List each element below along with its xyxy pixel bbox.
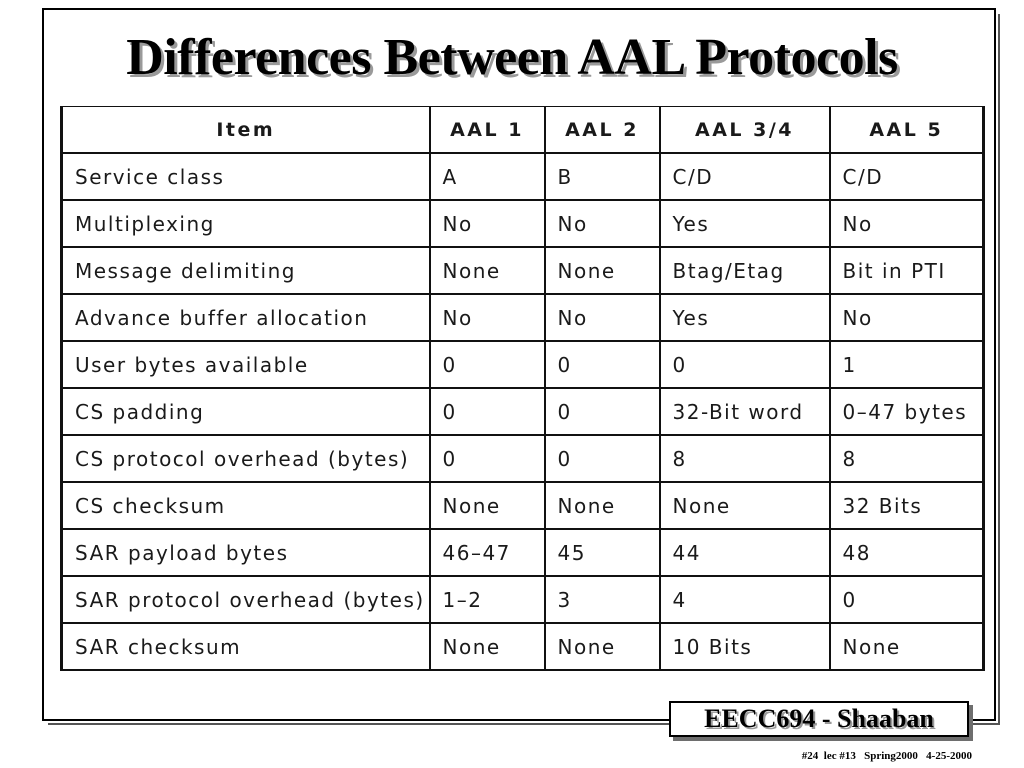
- table-cell-item: Message delimiting: [62, 247, 430, 294]
- table-cell-aal2: 0: [545, 388, 660, 435]
- table-cell-aal5: None: [830, 623, 984, 670]
- table-cell-item: CS padding: [62, 388, 430, 435]
- table-cell-aal1: 0: [430, 388, 545, 435]
- table-cell-aal2: 0: [545, 341, 660, 388]
- table-cell-item: CS checksum: [62, 482, 430, 529]
- table-cell-aal1: 46–47: [430, 529, 545, 576]
- table-cell-aal1: 0: [430, 341, 545, 388]
- table-row: [62, 482, 984, 529]
- table-cell-aal2: 3: [545, 576, 660, 623]
- table-row: [62, 294, 984, 341]
- table-cell-aal34: C/D: [660, 153, 830, 200]
- table-cell-aal34: None: [660, 482, 830, 529]
- table-cell-aal2: B: [545, 153, 660, 200]
- table-cell-aal34: Yes: [660, 200, 830, 247]
- table-body: [62, 153, 984, 670]
- column-header-item: Item: [62, 107, 430, 154]
- table-row: [62, 435, 984, 482]
- table-cell-aal5: C/D: [830, 153, 984, 200]
- table-cell-item: Service class: [62, 153, 430, 200]
- table-cell-aal1: None: [430, 482, 545, 529]
- table-cell-aal5: 0: [830, 576, 984, 623]
- table-header-row: [62, 107, 984, 154]
- table-cell-aal2: 45: [545, 529, 660, 576]
- table-cell-aal5: 8: [830, 435, 984, 482]
- table-cell-aal34: 0: [660, 341, 830, 388]
- comparison-table-container: [60, 106, 982, 671]
- table-cell-aal5: No: [830, 294, 984, 341]
- table-cell-aal1: A: [430, 153, 545, 200]
- table-cell-aal5: 0–47 bytes: [830, 388, 984, 435]
- table-cell-aal1: None: [430, 247, 545, 294]
- table-cell-aal1: 1–2: [430, 576, 545, 623]
- table-cell-item: SAR protocol overhead (bytes): [62, 576, 430, 623]
- table-row: [62, 341, 984, 388]
- column-header-aal34: AAL 3/4: [660, 107, 830, 154]
- table-cell-aal2: No: [545, 200, 660, 247]
- table-cell-item: CS protocol overhead (bytes): [62, 435, 430, 482]
- table-row: [62, 388, 984, 435]
- table-row: [62, 623, 984, 670]
- table-cell-item: SAR checksum: [62, 623, 430, 670]
- table-row: [62, 529, 984, 576]
- table-cell-aal2: No: [545, 294, 660, 341]
- table-cell-aal34: 32-Bit word: [660, 388, 830, 435]
- column-header-aal1: AAL 1: [430, 107, 545, 154]
- column-header-aal5: AAL 5: [830, 107, 984, 154]
- table-row: [62, 576, 984, 623]
- table-row: [62, 247, 984, 294]
- table-cell-aal5: 48: [830, 529, 984, 576]
- table-cell-aal5: 32 Bits: [830, 482, 984, 529]
- table-cell-item: Advance buffer allocation: [62, 294, 430, 341]
- table-cell-aal5: No: [830, 200, 984, 247]
- table-row: [62, 153, 984, 200]
- column-header-aal2: AAL 2: [545, 107, 660, 154]
- table-cell-aal2: None: [545, 247, 660, 294]
- table-cell-aal1: 0: [430, 435, 545, 482]
- table-cell-aal2: None: [545, 482, 660, 529]
- course-footer-label: EECC694 - Shaaban: [669, 701, 969, 737]
- table-cell-item: SAR payload bytes: [62, 529, 430, 576]
- table-cell-aal2: 0: [545, 435, 660, 482]
- lecture-info-note: #24 lec #13 Spring2000 4-25-2000: [801, 750, 972, 762]
- table-cell-item: Multiplexing: [62, 200, 430, 247]
- page-title: Differences Between AAL Protocols: [126, 29, 898, 86]
- table-cell-aal34: Btag/Etag: [660, 247, 830, 294]
- table-cell-aal34: Yes: [660, 294, 830, 341]
- table-cell-aal1: No: [430, 294, 545, 341]
- table-row: [62, 200, 984, 247]
- table-cell-aal5: Bit in PTI: [830, 247, 984, 294]
- table-cell-aal1: None: [430, 623, 545, 670]
- table-cell-aal5: 1: [830, 341, 984, 388]
- table-cell-aal34: 44: [660, 529, 830, 576]
- table-cell-aal1: No: [430, 200, 545, 247]
- table-cell-aal34: 8: [660, 435, 830, 482]
- comparison-table: [60, 106, 985, 671]
- table-cell-aal34: 4: [660, 576, 830, 623]
- table-cell-aal2: None: [545, 623, 660, 670]
- table-cell-aal34: 10 Bits: [660, 623, 830, 670]
- table-cell-item: User bytes available: [62, 341, 430, 388]
